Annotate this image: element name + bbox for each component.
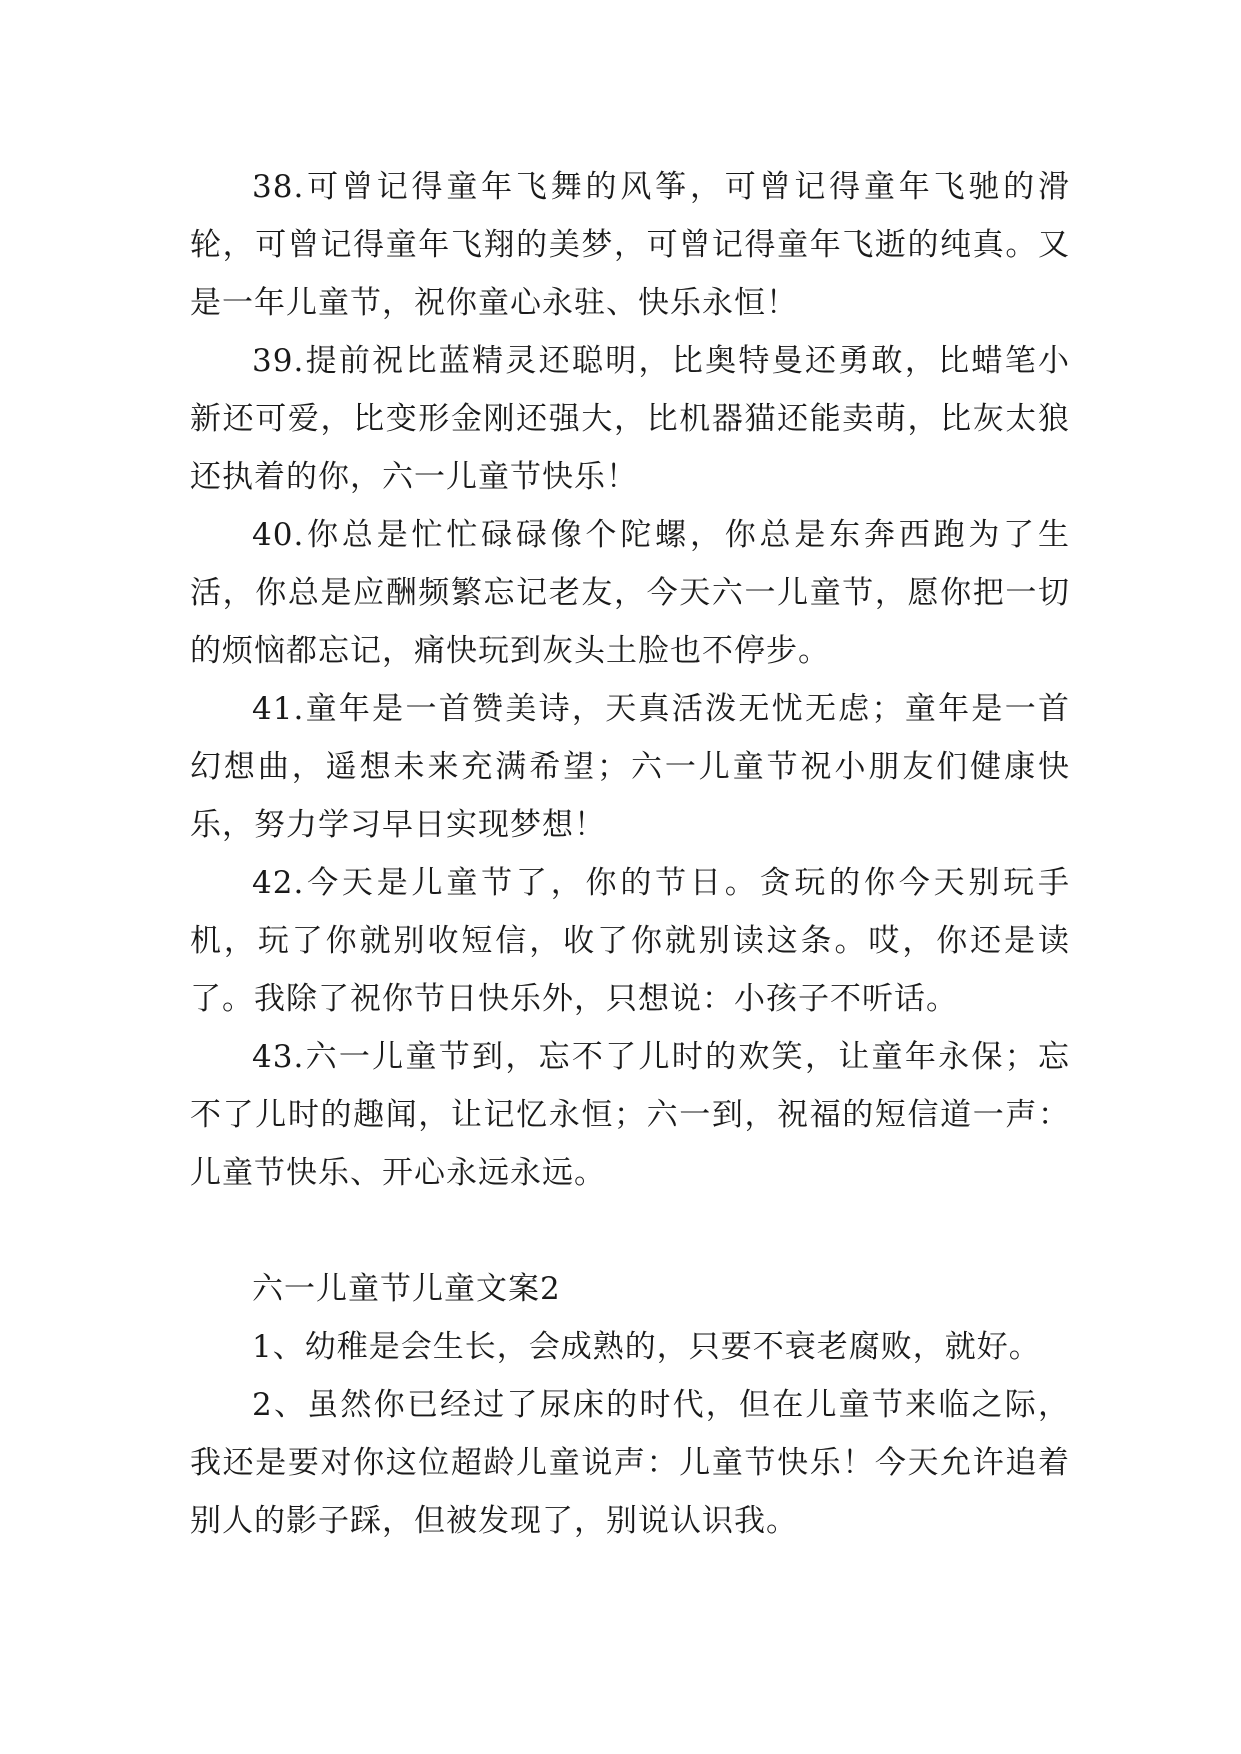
section-title: 六一儿童节儿童文案2 <box>252 1271 561 1307</box>
paragraph-2: 2、虽然你已经过了尿床的时代，但在儿童节来临之际，我还是要对你这位超龄儿童说声：儿童节快乐！今天允许追着别人的影子踩，但被发现了，别说认识我。 <box>190 1387 1070 1539</box>
paragraph-1: 1、幼稚是会生长，会成熟的，只要不衰老腐败，就好。 <box>252 1329 1041 1365</box>
paragraph-39: 39.提前祝比蓝精灵还聪明，比奥特曼还勇敢，比蜡笔小新还可爱，比变形金刚还强大，比机器猫还能卖萌，比灰太狼还执着的你，六一儿童节快乐！ <box>190 343 1070 495</box>
paragraph-40: 40.你总是忙忙碌碌像个陀螺，你总是东奔西跑为了生活，你总是应酬频繁忘记老友，今天六一儿童节，愿你把一切的烦恼都忘记，痛快玩到灰头土脸也不停步。 <box>190 517 1070 669</box>
document-body <box>190 158 1070 1550</box>
paragraph-43: 43.六一儿童节到，忘不了儿时的欢笑，让童年永保；忘不了儿时的趣闻，让记忆永恒；六一到，祝福的短信道一声：儿童节快乐、开心永远永远。 <box>190 1039 1070 1191</box>
paragraph-42: 42.今天是儿童节了，你的节日。贪玩的你今天别玩手机，玩了你就别收短信，收了你就别读这条。哎，你还是读了。我除了祝你节日快乐外，只想说：小孩子不听话。 <box>190 865 1070 1017</box>
paragraph-41: 41.童年是一首赞美诗，天真活泼无忧无虑；童年是一首幻想曲，遥想未来充满希望；六一儿童节祝小朋友们健康快乐，努力学习早日实现梦想！ <box>190 691 1070 843</box>
paragraph-38: 38.可曾记得童年飞舞的风筝，可曾记得童年飞驰的滑轮，可曾记得童年飞翔的美梦，可曾记得童年飞逝的纯真。又是一年儿童节，祝你童心永驻、快乐永恒！ <box>190 169 1070 321</box>
